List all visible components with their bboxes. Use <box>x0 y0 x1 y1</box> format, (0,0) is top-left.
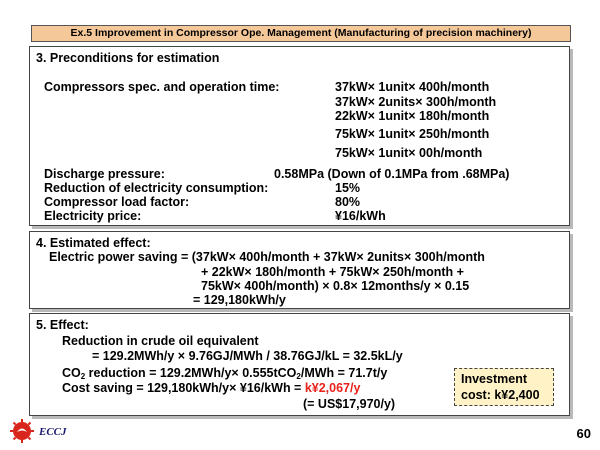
spec-label: Compressors spec. and operation time: <box>44 80 280 94</box>
preconditions-title: 3. Preconditions for estimation <box>36 51 220 65</box>
eccj-logo-text: ECCJ <box>39 426 67 438</box>
investment-value: cost: k¥2,400 <box>461 388 540 402</box>
co2-prefix: CO <box>62 366 81 380</box>
co2-sub-2: 2 <box>296 372 301 381</box>
effect-title: 5. Effect: <box>36 318 89 332</box>
crude-label: Reduction in crude oil equivalent <box>62 334 259 348</box>
spec-value-3: 22kW× 1unit× 180h/month <box>335 109 490 123</box>
load-factor-label: Compressor load factor: <box>44 195 190 209</box>
spec-value-5: 75kW× 1unit× 00h/month <box>335 146 483 160</box>
slide-title-banner: Ex.5 Improvement in Compressor Ope. Management (Manufacturing of precision machinery) <box>31 25 571 42</box>
spec-value-2: 37kW× 2units× 300h/month <box>335 95 497 109</box>
spec-value-4: 75kW× 1unit× 250h/month <box>335 127 490 141</box>
cost-text: Cost saving = 129,180kWh/y× ¥16/kWh = <box>62 381 305 395</box>
estimated-title: 4. Estimated effect: <box>36 236 151 250</box>
crude-value: = 129.2MWh/y × 9.76GJ/MWh / 38.76GJ/kL = 32.5kL/y <box>92 349 403 363</box>
price-value: ¥16/kWh <box>335 209 386 223</box>
co2-mid: reduction = 129.2MWh/y× 0.555tCO <box>85 366 297 380</box>
page-number: 60 <box>576 426 591 441</box>
estimate-line-4: = 129,180kWh/y <box>193 293 286 307</box>
estimate-line-3: 75kW× 400h/month) × 0.8× 12months/y × 0.15 <box>201 279 470 293</box>
cost-saving <box>62 381 360 395</box>
discharge-value: 0.58MPa (Down of 0.1MPa from .68MPa) <box>274 167 510 181</box>
discharge-label: Discharge pressure: <box>44 167 165 181</box>
spec-value-1: 37kW× 1unit× 400h/month <box>335 80 490 94</box>
co2-suffix: /MWh = 71.7t/y <box>300 366 388 380</box>
effect-panel <box>29 313 570 416</box>
investment-label: Investment <box>461 372 527 386</box>
co2-sub: 2 <box>80 372 86 381</box>
eccj-logo-icon <box>10 419 34 443</box>
price-label: Electricity price: <box>44 209 142 223</box>
estimate-line-1: Electric power saving = (37kW× 400h/month + 37kW× 2units× 300h/month <box>49 250 485 264</box>
estimate-line-2: + 22kW× 180h/month + 75kW× 250h/month + <box>201 265 464 279</box>
investment-note <box>454 368 554 406</box>
usd-value: (= US$17,970/y) <box>303 397 396 411</box>
estimated-effect-panel <box>29 231 570 309</box>
reduction-label: Reduction of electricity consumption: <box>44 181 269 195</box>
reduction-value: 15% <box>335 181 361 195</box>
preconditions-panel <box>29 46 570 226</box>
cost-value: k¥2,067/y <box>304 381 361 395</box>
load-factor-value: 80% <box>335 195 361 209</box>
eccj-logo <box>10 419 80 445</box>
